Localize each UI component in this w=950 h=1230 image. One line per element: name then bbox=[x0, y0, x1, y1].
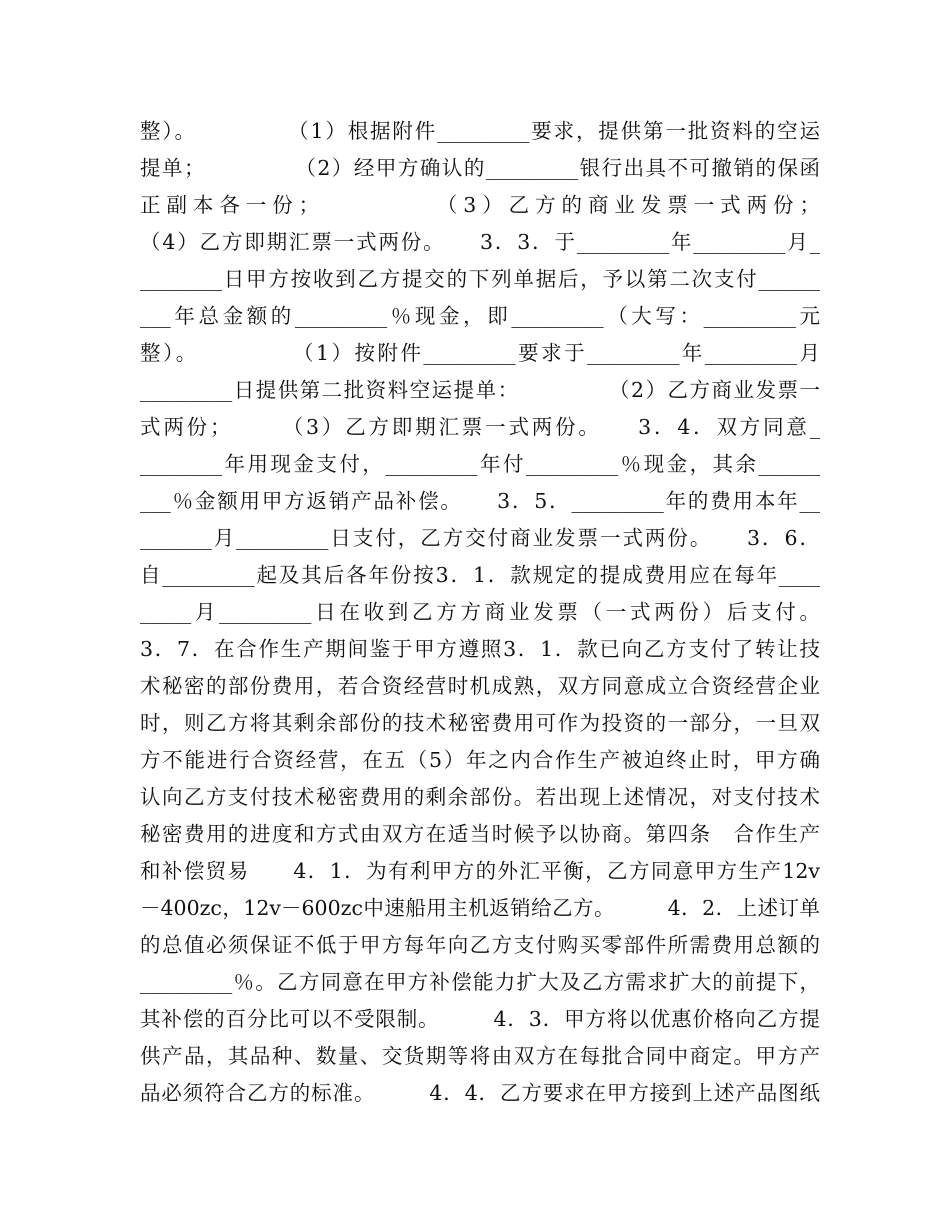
text-line: ___％金额用甲方返销产品补偿。 3．5．_________年的费用本年__ bbox=[140, 489, 820, 513]
text-line: _______月_________日支付，乙方交付商业发票一式两份。 3．6． bbox=[140, 526, 820, 550]
text-line: 式两份； （3）乙方即期汇票一式两份。 3．4．双方同意_ bbox=[140, 415, 820, 439]
text-line: 自_________起及其后各年份按3．1．款规定的提成费用应在每年____ bbox=[140, 563, 820, 587]
text-line: －400zc，12v－600zc中速船用主机返销给乙方。 4．2．上述订单 bbox=[140, 896, 820, 920]
text-line: 正副本各一份； （3）乙方的商业发票一式两份； bbox=[140, 193, 820, 217]
text-line: 提单； （2）经甲方确认的_________银行出具不可撤销的保函 bbox=[140, 156, 820, 180]
text-line: _____月_________日在收到乙方方商业发票（一式两份）后支付。 bbox=[140, 600, 820, 624]
text-line: ________日甲方按收到乙方提交的下列单据后，予以第二次支付______ bbox=[140, 267, 820, 291]
text-line: _________日提供第二批资料空运提单： （2）乙方商业发票一 bbox=[140, 378, 820, 402]
text-line: 秘密费用的进度和方式由双方在适当时候予以协商。第四条 合作生产 bbox=[140, 822, 820, 846]
text-line: 供产品，其品种、数量、交货期等将由双方在每批合同中商定。甲方产 bbox=[140, 1044, 820, 1068]
text-line: ___年总金额的_________％现金，即_________（大写：_________元 bbox=[140, 304, 820, 328]
text-line: 术秘密的部份费用，若合资经营时机成熟，双方同意成立合资经营企业 bbox=[140, 674, 820, 698]
text-line: ________年用现金支付，_________年付_________％现金，其余______ bbox=[140, 452, 820, 476]
text-line: （4）乙方即期汇票一式两份。 3．3．于_________年_________月_ bbox=[140, 230, 820, 254]
document-body bbox=[140, 113, 820, 1112]
text-line: 整）。 （1）按附件_________要求于_________年_________月 bbox=[140, 341, 820, 365]
text-line: 和补偿贸易 4．1．为有利甲方的外汇平衡，乙方同意甲方生产12v bbox=[140, 859, 820, 883]
text-line: 其补偿的百分比可以不受限制。 4．3．甲方将以优惠价格向乙方提 bbox=[140, 1007, 820, 1031]
text-line: 时，则乙方将其剩余部份的技术秘密费用可作为投资的一部分，一旦双 bbox=[140, 711, 820, 735]
text-line: 整）。 （1）根据附件_________要求，提供第一批资料的空运 bbox=[140, 119, 820, 143]
text-line: 认向乙方支付技术秘密费用的剩余部份。若出现上述情况，对支付技术 bbox=[140, 785, 820, 809]
text-line: 品必须符合乙方的标准。 4．4．乙方要求在甲方接到上述产品图纸 bbox=[140, 1081, 820, 1105]
text-line: 3．7．在合作生产期间鉴于甲方遵照3．1．款已向乙方支付了转让技 bbox=[140, 637, 820, 661]
text-line: 方不能进行合资经营，在五（5）年之内合作生产被迫终止时，甲方确 bbox=[140, 748, 820, 772]
text-line: 的总值必须保证不低于甲方每年向乙方支付购买零部件所需费用总额的 bbox=[140, 933, 820, 957]
text-line: _________％。乙方同意在甲方补偿能力扩大及乙方需求扩大的前提下， bbox=[140, 970, 820, 994]
